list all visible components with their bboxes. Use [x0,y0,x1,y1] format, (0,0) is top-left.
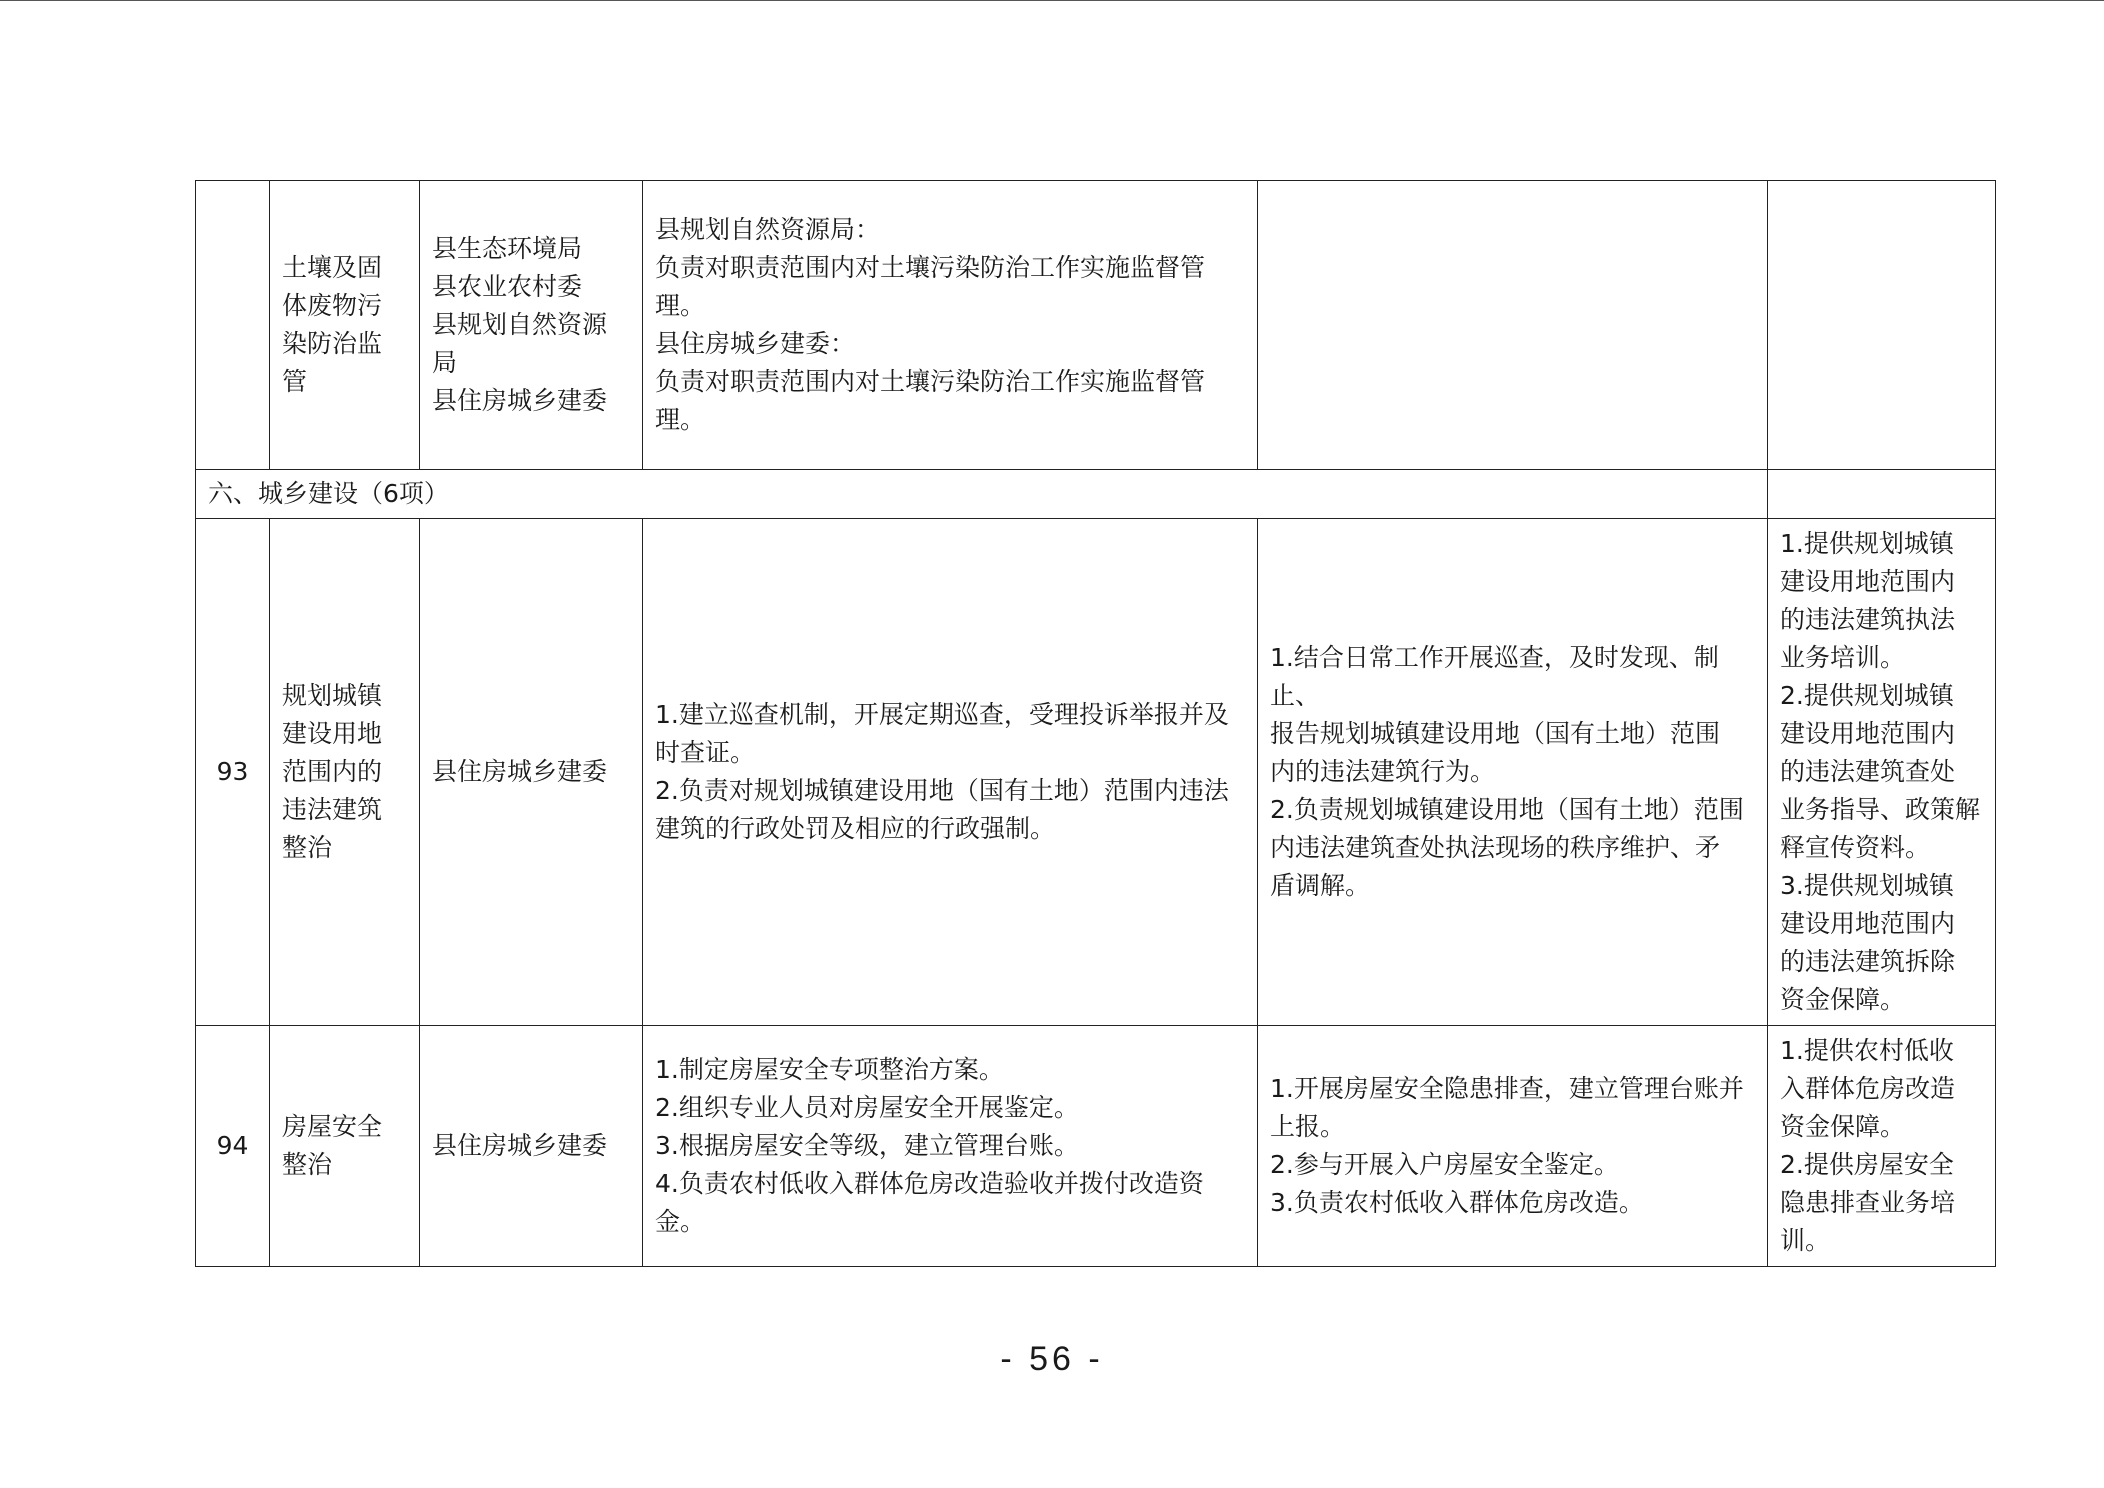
duty-line: 2.负责对规划城镇建设用地（国有土地）范围内违法 [655,776,1229,805]
support-line: 1.提供规划城镇 [1780,529,1954,558]
support-line: 训。 [1780,1226,1831,1255]
support-line: 2.提供规划城镇 [1780,681,1954,710]
table-row [196,181,1996,470]
item-name-line: 整治 [282,1150,333,1179]
support-line: 隐患排查业务培 [1780,1188,1956,1217]
support-line: 释宣传资料。 [1780,833,1931,862]
item-name-line: 土壤及固 [282,253,383,282]
item-name-cell [270,519,420,1026]
duty-line: 1.建立巡查机制，开展定期巡查，受理投诉举报并及 [655,700,1229,729]
support-line: 的违法建筑查处 [1780,757,1956,786]
town-duty-cell [1258,181,1768,470]
support-line: 2.提供房屋安全 [1780,1150,1954,1179]
town-duty-line: 2.负责规划城镇建设用地（国有土地）范围 [1270,795,1744,824]
section-title: 六、城乡建设（6项） [196,470,1768,519]
town-duty-cell [1258,519,1768,1026]
support-line: 1.提供农村低收 [1780,1036,1954,1065]
support-line: 入群体危房改造 [1780,1074,1956,1103]
support-cell [1768,519,1996,1026]
item-name-cell [270,1026,420,1267]
support-cell [1768,1026,1996,1267]
town-duty-line: 2.参与开展入户房屋安全鉴定。 [1270,1150,1619,1179]
duty-line: 4.负责农村低收入群体危房改造验收并拨付改造资 [655,1169,1204,1198]
duty-line: 县规划自然资源局： [655,215,881,244]
item-name-line: 染防治监 [282,329,383,358]
town-duty-line: 盾调解。 [1270,871,1371,900]
department-duty-cell [643,1026,1258,1267]
table-row [196,519,1996,1026]
responsibility-table [195,180,1996,1267]
department-line: 县住房城乡建委 [432,1131,608,1160]
duty-line: 县住房城乡建委： [655,329,856,358]
section-row [196,470,1996,519]
page-number: - 56 - [1000,1340,1104,1378]
item-number-cell [196,181,270,470]
town-duty-line: 内违法建筑查处执法现场的秩序维护、矛 [1270,833,1721,862]
support-line: 业务指导、政策解 [1780,795,1981,824]
item-name-line: 整治 [282,833,333,862]
department-duty-cell [643,181,1258,470]
town-duty-line: 1.开展房屋安全隐患排查，建立管理台账并 [1270,1074,1744,1103]
duty-line: 负责对职责范围内对土壤污染防治工作实施监督管 [655,367,1206,396]
department-duty-cell [643,519,1258,1026]
duty-line: 负责对职责范围内对土壤污染防治工作实施监督管 [655,253,1206,282]
item-number-cell: 94 [196,1026,270,1267]
town-duty-line: 报告规划城镇建设用地（国有土地）范围 [1270,719,1721,748]
item-name-line: 管 [282,367,308,396]
item-name-line: 范围内的 [282,757,383,786]
top-border-line [0,0,2104,1]
town-duty-line: 1.结合日常工作开展巡查，及时发现、制止、 [1270,643,1719,710]
item-name-line: 体废物污 [282,291,383,320]
town-duty-line: 内的违法建筑行为。 [1270,757,1496,786]
table-row [196,1026,1996,1267]
duty-line: 理。 [655,291,706,320]
support-line: 的违法建筑拆除 [1780,947,1956,976]
duty-line: 2.组织专业人员对房屋安全开展鉴定。 [655,1093,1079,1122]
department-line: 县规划自然资源 [432,310,608,339]
item-name-line: 房屋安全 [282,1112,383,1141]
department-line: 局 [432,348,458,377]
duty-line: 1.制定房屋安全专项整治方案。 [655,1055,1004,1084]
town-duty-line: 3.负责农村低收入群体危房改造。 [1270,1188,1644,1217]
section-blank-cell [1768,470,1996,519]
department-line: 县生态环境局 [432,234,583,263]
item-name-cell [270,181,420,470]
department-line: 县住房城乡建委 [432,757,608,786]
department-line: 县住房城乡建委 [432,386,608,415]
support-line: 资金保障。 [1780,1112,1906,1141]
support-line: 资金保障。 [1780,985,1906,1014]
item-name-line: 规划城镇 [282,681,383,710]
duty-line: 时查证。 [655,738,756,767]
duty-line: 金。 [655,1207,706,1236]
support-line: 建设用地范围内 [1780,909,1956,938]
document-page [195,180,1995,1267]
support-line: 业务培训。 [1780,643,1906,672]
item-number-cell: 93 [196,519,270,1026]
support-cell [1768,181,1996,470]
town-duty-cell [1258,1026,1768,1267]
department-line: 县农业农村委 [432,272,583,301]
duty-line: 建筑的行政处罚及相应的行政强制。 [655,814,1056,843]
town-duty-line: 上报。 [1270,1112,1346,1141]
duty-line: 3.根据房屋安全等级，建立管理台账。 [655,1131,1079,1160]
item-name-line: 建设用地 [282,719,383,748]
support-line: 建设用地范围内 [1780,567,1956,596]
department-cell [420,1026,643,1267]
department-cell [420,519,643,1026]
support-line: 的违法建筑执法 [1780,605,1956,634]
duty-line: 理。 [655,405,706,434]
support-line: 建设用地范围内 [1780,719,1956,748]
item-name-line: 违法建筑 [282,795,383,824]
department-cell [420,181,643,470]
support-line: 3.提供规划城镇 [1780,871,1954,900]
